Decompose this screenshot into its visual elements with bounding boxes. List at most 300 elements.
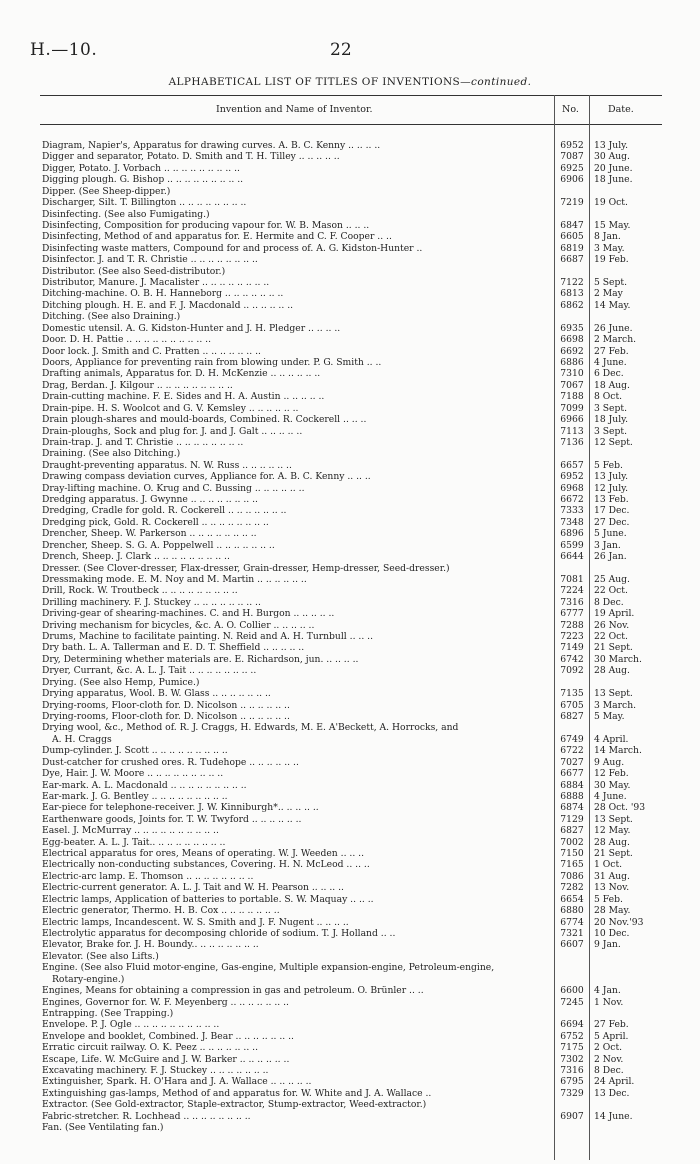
table-row bbox=[0, 585, 700, 596]
patent-number: 6749 bbox=[560, 733, 584, 745]
invention-entry: Drafting animals, Apparatus for. D. H. McKenzie .. .. .. .. .. .. bbox=[42, 368, 321, 380]
patent-number: 7150 bbox=[560, 848, 584, 860]
title-suffix: —continued. bbox=[460, 76, 532, 88]
patent-number: 6935 bbox=[560, 322, 584, 334]
invention-entry: Extinguisher, Spark. H. O'Hara and J. A. Wallace .. .. .. .. .. bbox=[42, 1076, 312, 1088]
patent-date: 2 May bbox=[594, 288, 623, 300]
patent-number: 7333 bbox=[560, 505, 584, 517]
patent-date: 5 May. bbox=[594, 711, 625, 722]
patent-number: 6896 bbox=[560, 528, 584, 540]
table-row bbox=[0, 391, 700, 402]
invention-entry: Electric-current generator. A. L. J. Tait and W. H. Pearson .. .. .. .. bbox=[42, 882, 344, 894]
table-row bbox=[0, 688, 700, 699]
table-row bbox=[0, 1099, 700, 1110]
invention-entry: Elevator, Brake for. J. H. Boundy.. .. .. .. .. .. .. .. bbox=[42, 939, 259, 951]
table-row bbox=[0, 163, 700, 174]
patent-date: 12 May. bbox=[594, 825, 631, 837]
table-row bbox=[0, 380, 700, 391]
invention-entry: Drain-cutting machine. F. E. Sides and H. A. Austin .. .. .. .. .. bbox=[42, 391, 325, 403]
patent-date: 30 March. bbox=[594, 653, 642, 665]
invention-entry: Engine. (See also Fluid motor-engine, Gas-engine, Multiple expansion-engine, Petroleum-engine, bbox=[42, 962, 495, 974]
patent-date: 2 March. bbox=[594, 334, 637, 346]
table-row bbox=[0, 734, 700, 745]
patent-number: 7165 bbox=[560, 859, 584, 871]
invention-entry: Distributor. (See also Seed-distributor.) bbox=[42, 265, 226, 277]
invention-entry: Drain plough-shares and mould-boards, Combined. R. Cockerell .. .. .. bbox=[42, 414, 367, 426]
patent-date: 4 June. bbox=[594, 356, 627, 368]
invention-entry: Dry, Determining whether materials are. E. Richardson, jun. .. .. .. .. bbox=[42, 653, 359, 665]
patent-date: 24 April. bbox=[594, 1076, 635, 1088]
patent-number: 7129 bbox=[560, 813, 584, 825]
patent-date: 14 March. bbox=[594, 745, 642, 757]
patent-date: 13 July. bbox=[594, 471, 629, 483]
patent-date: 22 Oct. bbox=[594, 631, 628, 643]
patent-date: 6 Dec. bbox=[594, 368, 624, 380]
patent-number: 6886 bbox=[560, 356, 584, 368]
table-row bbox=[0, 894, 700, 905]
invention-entry: Extinguishing gas-lamps, Method of and apparatus for. W. White and J. A. Wallace .. bbox=[42, 1087, 432, 1099]
patent-date: 27 Feb. bbox=[594, 1019, 629, 1031]
patent-number: 6906 bbox=[560, 174, 584, 186]
table-row bbox=[0, 505, 700, 516]
invention-entry: Elevator. (See also Lifts.) bbox=[42, 950, 159, 962]
patent-number: 7092 bbox=[560, 665, 584, 677]
patent-number: 6952 bbox=[560, 471, 584, 483]
patent-date: 26 June. bbox=[594, 322, 633, 334]
patent-number: 6599 bbox=[560, 539, 584, 551]
patent-date: 21 Sept. bbox=[594, 848, 633, 860]
invention-entry: Dredging pick, Gold. R. Cockerell .. .. .. .. .. .. .. .. bbox=[42, 516, 269, 528]
patent-date: 14 June. bbox=[594, 1110, 633, 1122]
table-row bbox=[0, 962, 700, 973]
table-row bbox=[0, 848, 700, 859]
invention-entry: Drilling machinery. F. J. Stuckey .. .. .. .. .. .. .. .. bbox=[42, 596, 261, 608]
patent-date: 4 Jan. bbox=[594, 985, 621, 997]
invention-entry: Earthenware goods, Joints for. T. W. Twyford .. .. .. .. .. .. bbox=[42, 813, 302, 825]
invention-entry: Escape, Life. W. McGuire and J. W. Barker .. .. .. .. .. .. bbox=[42, 1053, 290, 1065]
patent-date: 18 Aug. bbox=[594, 379, 630, 391]
invention-entry: Excavating machinery. F. J. Stuckey .. .. .. .. .. .. .. bbox=[42, 1065, 269, 1077]
invention-entry: Dump-cylinder. J. Scott .. .. .. .. .. .. .. .. .. bbox=[42, 745, 228, 757]
patent-date: 2 Nov. bbox=[594, 1053, 624, 1065]
patent-date: 13 Dec. bbox=[594, 1087, 630, 1099]
invention-entry: Disinfecting, Composition for producing vapour for. W. B. Mason .. .. .. bbox=[42, 219, 370, 231]
column-header-invention: Invention and Name of Inventor. bbox=[216, 104, 373, 115]
patent-date: 5 April. bbox=[594, 1030, 629, 1042]
table-row bbox=[0, 494, 700, 505]
patent-number: 7302 bbox=[560, 1053, 584, 1065]
table-row bbox=[0, 243, 700, 254]
table-row bbox=[0, 791, 700, 802]
table-row bbox=[0, 700, 700, 711]
invention-entry: Digger and separator, Potato. D. Smith and T. H. Tilley .. .. .. .. .. bbox=[42, 151, 340, 163]
table-row bbox=[0, 1008, 700, 1019]
patent-date: 25 Aug. bbox=[594, 573, 630, 585]
patent-date: 3 Jan. bbox=[594, 539, 621, 551]
invention-entry: Drill, Rock. W. Troutbeck .. .. .. .. .. .. .. .. .. bbox=[42, 585, 238, 597]
invention-entry: Ditching. (See also Draining.) bbox=[42, 311, 181, 323]
invention-entry: Envelope. P. J. Ogle .. .. .. .. .. .. .. .. .. .. bbox=[42, 1019, 220, 1031]
table-row bbox=[0, 300, 700, 311]
patent-date: 19 Oct. bbox=[594, 197, 628, 209]
patent-date: 31 Aug. bbox=[594, 870, 630, 882]
table-row bbox=[0, 151, 700, 162]
table-row bbox=[0, 1042, 700, 1053]
invention-entry: Drums, Machine to facilitate painting. N. Reid and A. H. Turnbull .. .. .. bbox=[42, 631, 374, 643]
patent-number: 6966 bbox=[560, 414, 584, 426]
table-row bbox=[0, 277, 700, 288]
patent-number: 7086 bbox=[560, 870, 584, 882]
patent-number: 7245 bbox=[560, 996, 584, 1008]
patent-date: 18 July. bbox=[594, 414, 629, 426]
invention-entry: Door lock. J. Smith and C. Pratten .. .. .. .. .. .. .. bbox=[42, 345, 261, 357]
patent-number: 6705 bbox=[560, 699, 584, 711]
patent-number: 6952 bbox=[560, 140, 584, 151]
patent-number: 6607 bbox=[560, 939, 584, 951]
table-row bbox=[0, 471, 700, 482]
table-row bbox=[0, 334, 700, 345]
invention-entry: Electrical apparatus for ores, Means of operating. W. J. Weeden .. .. .. bbox=[42, 848, 365, 860]
table-row bbox=[0, 311, 700, 322]
patent-date: 12 Sept. bbox=[594, 436, 633, 448]
patent-number: 6694 bbox=[560, 1019, 584, 1031]
invention-entry: Drench, Sheep. J. Clark .. .. .. .. .. .. .. .. .. bbox=[42, 551, 230, 563]
invention-entry: Rotary-engine.) bbox=[52, 973, 125, 985]
invention-entry: Fan. (See Ventilating fan.) bbox=[42, 1122, 164, 1134]
patent-date: 20 June. bbox=[594, 162, 633, 174]
table-row bbox=[0, 1054, 700, 1065]
patent-number: 7099 bbox=[560, 402, 584, 414]
patent-date: 28 Aug. bbox=[594, 665, 630, 677]
invention-entry: A. H. Craggs bbox=[52, 733, 112, 745]
patent-date: 3 March. bbox=[594, 699, 637, 711]
patent-date: 18 June. bbox=[594, 174, 633, 186]
table-row bbox=[0, 711, 700, 722]
patent-number: 6777 bbox=[560, 608, 584, 620]
patent-number: 7188 bbox=[560, 391, 584, 403]
patent-date: 9 Jan. bbox=[594, 939, 621, 951]
patent-date: 12 July. bbox=[594, 482, 629, 494]
invention-entry: Dust-catcher for crushed ores. R. Tudehope .. .. .. .. .. .. bbox=[42, 756, 299, 768]
table-row bbox=[0, 414, 700, 425]
patent-number: 6654 bbox=[560, 893, 584, 905]
invention-entry: Engines, Means for obtaining a compression in gas and petroleum. O. Brünler .. .. bbox=[42, 985, 424, 997]
invention-entry: Ear-mark. A. L. Macdonald .. .. .. .. .. .. .. .. .. bbox=[42, 779, 247, 791]
invention-entry: Drying wool, &c., Method of. R. J. Craggs, H. Edwards, M. E. A'Beckett, A. Horrocks, and bbox=[42, 722, 459, 734]
invention-entry: Electrically non-conducting substances, Covering. H. N. McLeod .. .. .. bbox=[42, 859, 370, 871]
invention-entry: Electric lamps, Application of batteries to portable. S. W. Maquay .. .. .. bbox=[42, 893, 374, 905]
patent-number: 6862 bbox=[560, 299, 584, 311]
patent-date: 8 Jan. bbox=[594, 231, 621, 243]
patent-date: 22 Oct. bbox=[594, 585, 628, 597]
patent-date: 20 Nov.'93 bbox=[594, 916, 644, 928]
table-row bbox=[0, 426, 700, 437]
table-top-rule bbox=[40, 95, 662, 96]
table-row bbox=[0, 608, 700, 619]
invention-entry: Domestic utensil. A. G. Kidston-Hunter and J. H. Pledger .. .. .. .. bbox=[42, 322, 341, 334]
invention-entry: Draining. (See also Ditching.) bbox=[42, 448, 181, 460]
invention-entry: Disinfecting waste matters, Compound for and process of. A. G. Kidston-Hunter .. bbox=[42, 242, 423, 254]
table-row bbox=[0, 905, 700, 916]
invention-entry: Discharger, Silt. T. Billington .. .. .. .. .. .. .. .. bbox=[42, 197, 247, 209]
table-row bbox=[0, 437, 700, 448]
table-row bbox=[0, 220, 700, 231]
table-row bbox=[0, 209, 700, 220]
table-row bbox=[0, 1065, 700, 1076]
table-row bbox=[0, 951, 700, 962]
invention-entry: Ear-mark. J. G. Bentley .. .. .. .. .. .. .. .. .. bbox=[42, 790, 228, 802]
patent-date: 15 May. bbox=[594, 219, 631, 231]
patent-date: 5 Feb. bbox=[594, 893, 623, 905]
patent-number: 6888 bbox=[560, 790, 584, 802]
table-row bbox=[0, 997, 700, 1008]
invention-entry: Dry bath. L. A. Tallerman and E. D. T. Sheffield .. .. .. .. .. bbox=[42, 642, 305, 654]
patent-date: 8 Dec. bbox=[594, 596, 624, 608]
table-row bbox=[0, 882, 700, 893]
table-row bbox=[0, 346, 700, 357]
patent-date: 5 Feb. bbox=[594, 459, 623, 471]
table-row bbox=[0, 563, 700, 574]
table-row bbox=[0, 540, 700, 551]
table-row bbox=[0, 802, 700, 813]
table-row bbox=[0, 254, 700, 265]
invention-entry: Drain-trap. J. and T. Christie .. .. .. .. .. .. .. .. bbox=[42, 436, 244, 448]
page-title bbox=[0, 76, 700, 88]
patent-number: 6752 bbox=[560, 1030, 584, 1042]
table-row bbox=[0, 665, 700, 676]
table-row bbox=[0, 631, 700, 642]
patent-date: 10 Dec. bbox=[594, 927, 630, 939]
invention-entry: Distributor, Manure. J. Macalister .. .. .. .. .. .. .. .. bbox=[42, 277, 270, 289]
invention-entry: Dray-lifting machine. O. Krug and C. Bussing .. .. .. .. .. .. bbox=[42, 482, 305, 494]
table-row bbox=[0, 528, 700, 539]
invention-entry: Ditching-machine. O. B. H. Hanneborg .. .. .. .. .. .. .. bbox=[42, 288, 284, 300]
patent-number: 7113 bbox=[560, 425, 584, 437]
patent-date: 8 Dec. bbox=[594, 1065, 624, 1077]
patent-date: 19 Feb. bbox=[594, 254, 629, 266]
table-row bbox=[0, 597, 700, 608]
patent-date: 1 Nov. bbox=[594, 996, 624, 1008]
table-row bbox=[0, 780, 700, 791]
table-row bbox=[0, 140, 700, 151]
invention-entry: Drain-pipe. H. S. Woolcot and G. V. Kemsley .. .. .. .. .. .. bbox=[42, 402, 299, 414]
column-header-date: Date. bbox=[608, 104, 634, 115]
invention-entry: Dresser. (See Clover-dresser, Flax-dresser, Grain-dresser, Hemp-dresser, Seed-dresser.) bbox=[42, 562, 450, 574]
patent-number: 7223 bbox=[560, 631, 584, 643]
invention-entry: Electric generator, Thermo. H. B. Cox .. .. .. .. .. .. .. bbox=[42, 905, 280, 917]
patent-date: 13 Sept. bbox=[594, 813, 633, 825]
patent-date: 30 Aug. bbox=[594, 151, 630, 163]
table-row bbox=[0, 825, 700, 836]
patent-number: 7219 bbox=[560, 197, 584, 209]
page-code: H.—10. bbox=[30, 40, 98, 60]
invention-entry: Diagram, Napier's, Apparatus for drawing curves. A. B. C. Kenny .. .. .. .. bbox=[42, 140, 381, 151]
patent-date: 13 July. bbox=[594, 140, 629, 151]
table-row bbox=[0, 871, 700, 882]
patent-date: 2 Oct. bbox=[594, 1042, 623, 1054]
patent-number: 6687 bbox=[560, 254, 584, 266]
table-row bbox=[0, 985, 700, 996]
patent-date: 21 Sept. bbox=[594, 642, 633, 654]
patent-number: 7329 bbox=[560, 1087, 584, 1099]
invention-entry: Door. D. H. Pattie .. .. .. .. .. .. .. .. .. .. bbox=[42, 334, 212, 346]
invention-entry: Electric lamps, Incandescent. W. S. Smith and J. F. Nugent .. .. .. .. bbox=[42, 916, 349, 928]
table-row bbox=[0, 814, 700, 825]
invention-entry: Ear-piece for telephone-receiver. J. W. Kinniburgh*.. .. .. .. .. bbox=[42, 802, 319, 814]
patent-number: 6600 bbox=[560, 985, 584, 997]
patent-date: 5 Sept. bbox=[594, 277, 627, 289]
patent-number: 7310 bbox=[560, 368, 584, 380]
patent-number: 6672 bbox=[560, 494, 584, 506]
invention-entry: Dye, Hair. J. W. Moore .. .. .. .. .. .. .. .. .. bbox=[42, 768, 224, 780]
table-row bbox=[0, 642, 700, 653]
invention-entry: Drain-ploughs, Sock and plug for. J. and J. Galt .. .. .. .. .. bbox=[42, 425, 303, 437]
patent-number: 7149 bbox=[560, 642, 584, 654]
invention-entry: Drying apparatus, Wool. B. W. Glass .. .. .. .. .. .. .. bbox=[42, 688, 271, 700]
patent-number: 6813 bbox=[560, 288, 584, 300]
invention-entry: Drying-rooms, Floor-cloth for. D. Nicolson .. .. .. .. .. .. bbox=[42, 711, 290, 722]
invention-entry: Digging plough. G. Bishop .. .. .. .. .. .. .. .. .. bbox=[42, 174, 244, 186]
patent-date: 26 Nov. bbox=[594, 619, 630, 631]
patent-number: 7027 bbox=[560, 756, 584, 768]
patent-number: 7175 bbox=[560, 1042, 584, 1054]
patent-number: 7282 bbox=[560, 882, 584, 894]
patent-number: 6925 bbox=[560, 162, 584, 174]
patent-number: 6698 bbox=[560, 334, 584, 346]
table-header-rule bbox=[40, 124, 662, 125]
table-row bbox=[0, 460, 700, 471]
invention-entry: Erratic circuit railway. O. K. Peez .. .. .. .. .. .. .. bbox=[42, 1042, 259, 1054]
patent-number: 7067 bbox=[560, 379, 584, 391]
table-row bbox=[0, 483, 700, 494]
invention-entry: Disinfector. J. and T. R. Christie .. .. .. .. .. .. .. .. bbox=[42, 254, 258, 266]
patent-date: 5 June. bbox=[594, 528, 627, 540]
invention-entry: Driving mechanism for bicycles, &c. A. O. Collier .. .. .. .. .. bbox=[42, 619, 315, 631]
table-row bbox=[0, 1031, 700, 1042]
invention-entry: Dipper. (See Sheep-dipper.) bbox=[42, 185, 171, 197]
patent-date: 4 April. bbox=[594, 733, 629, 745]
patent-number: 6884 bbox=[560, 779, 584, 791]
patent-number: 6968 bbox=[560, 482, 584, 494]
table-row bbox=[0, 174, 700, 185]
patent-number: 6795 bbox=[560, 1076, 584, 1088]
invention-entry: Egg-beater. A. L. J. Tait.. .. .. .. .. .. .. .. .. bbox=[42, 836, 226, 848]
table-row bbox=[0, 757, 700, 768]
invention-entry: Electric-arc lamp. E. Thomson .. .. .. .. .. .. .. .. bbox=[42, 870, 254, 882]
table-row bbox=[0, 1088, 700, 1099]
invention-entry: Dryer, Currant, &c. A. L. J. Tait .. .. .. .. .. .. .. .. bbox=[42, 665, 257, 677]
invention-entry: Drying-rooms, Floor-cloth for. D. Nicolson .. .. .. .. .. .. bbox=[42, 699, 290, 711]
table-row bbox=[0, 928, 700, 939]
patent-date: 13 Nov. bbox=[594, 882, 630, 894]
patent-number: 7122 bbox=[560, 277, 584, 289]
invention-entry: Easel. J. McMurray .. .. .. .. .. .. .. .. .. .. bbox=[42, 825, 219, 837]
patent-number: 6742 bbox=[560, 653, 584, 665]
invention-entry: Dressmaking mode. E. M. Noy and M. Martin .. .. .. .. .. .. bbox=[42, 573, 307, 585]
patent-date: 17 Dec. bbox=[594, 505, 630, 517]
table-row bbox=[0, 357, 700, 368]
invention-entry: Driving-gear of shearing-machines. C. and H. Burgon .. .. .. .. .. bbox=[42, 608, 335, 620]
patent-number: 6605 bbox=[560, 231, 584, 243]
invention-entry: Digger, Potato. J. Vorbach .. .. .. .. .. .. .. .. .. bbox=[42, 162, 240, 174]
table-row bbox=[0, 1019, 700, 1030]
patent-date: 9 Aug. bbox=[594, 756, 625, 768]
table-row bbox=[0, 551, 700, 562]
table-row bbox=[0, 574, 700, 585]
invention-entry: Disinfecting, Method of and apparatus for. E. Hermite and C. F. Cooper .. .. bbox=[42, 231, 392, 243]
invention-entry: Drencher, Sheep. W. Parkerson .. .. .. .. .. .. .. .. bbox=[42, 528, 257, 540]
patent-date: 13 Feb. bbox=[594, 494, 629, 506]
page-number: 22 bbox=[330, 40, 352, 60]
patent-number: 6880 bbox=[560, 905, 584, 917]
table-row bbox=[0, 448, 700, 459]
invention-entry: Disinfecting. (See also Fumigating.) bbox=[42, 208, 210, 220]
invention-entry: Dredging, Cradle for gold. R. Cockerell .. .. .. .. .. .. .. bbox=[42, 505, 287, 517]
invention-entry: Draught-preventing apparatus. N. W. Russ .. .. .. .. .. .. bbox=[42, 459, 292, 471]
patent-date: 28 Aug. bbox=[594, 836, 630, 848]
patent-number: 7316 bbox=[560, 1065, 584, 1077]
table-row bbox=[0, 620, 700, 631]
table-row bbox=[0, 368, 700, 379]
patent-date: 28 Oct. '93 bbox=[594, 802, 646, 814]
table-row bbox=[0, 745, 700, 756]
patent-date: 1 Oct. bbox=[594, 859, 623, 871]
table-row bbox=[0, 768, 700, 779]
invention-entry: Envelope and booklet, Combined. J. Bear .. .. .. .. .. .. .. bbox=[42, 1030, 294, 1042]
patent-number: 6907 bbox=[560, 1110, 584, 1122]
patent-date: 4 June. bbox=[594, 790, 627, 802]
patent-number: 7288 bbox=[560, 619, 584, 631]
invention-entry: Drencher, Sheep. S. G. A. Poppelwell .. .. .. .. .. .. .. bbox=[42, 539, 275, 551]
patent-number: 7002 bbox=[560, 836, 584, 848]
patent-number: 6827 bbox=[560, 825, 584, 837]
table-row bbox=[0, 1076, 700, 1087]
patent-date: 19 April. bbox=[594, 608, 635, 620]
patent-date: 12 Feb. bbox=[594, 768, 629, 780]
patent-date: 27 Feb. bbox=[594, 345, 629, 357]
patent-number: 6774 bbox=[560, 916, 584, 928]
invention-entry: Engines, Governor for. W. F. Meyenberg .. .. .. .. .. .. .. bbox=[42, 996, 289, 1008]
invention-entry: Drying. (See also Hemp, Pumice.) bbox=[42, 676, 200, 688]
patent-number: 6874 bbox=[560, 802, 584, 814]
patent-number: 7348 bbox=[560, 516, 584, 528]
patent-number: 7135 bbox=[560, 688, 584, 700]
table-row bbox=[0, 197, 700, 208]
patent-date: 3 Sept. bbox=[594, 425, 627, 437]
table-row bbox=[0, 266, 700, 277]
invention-entry: Fabric-stretcher. R. Lochhead .. .. .. .. .. .. .. .. bbox=[42, 1110, 251, 1122]
patent-date: 13 Sept. bbox=[594, 688, 633, 700]
table-row bbox=[0, 231, 700, 242]
table-row bbox=[0, 654, 700, 665]
patent-date: 3 May. bbox=[594, 242, 625, 254]
table-row bbox=[0, 288, 700, 299]
table-row bbox=[0, 837, 700, 848]
patent-number: 6819 bbox=[560, 242, 584, 254]
patent-number: 6692 bbox=[560, 345, 584, 357]
patent-number: 6827 bbox=[560, 711, 584, 722]
table-row bbox=[0, 917, 700, 928]
patent-number: 6657 bbox=[560, 459, 584, 471]
table-row bbox=[0, 974, 700, 985]
patent-date: 3 Sept. bbox=[594, 402, 627, 414]
patent-number: 7316 bbox=[560, 596, 584, 608]
patent-number: 7136 bbox=[560, 436, 584, 448]
patent-date: 28 May. bbox=[594, 905, 631, 917]
invention-entry: Doors, Appliance for preventing rain from blowing under. P. G. Smith .. .. bbox=[42, 356, 382, 368]
table-row bbox=[0, 186, 700, 197]
table-row bbox=[0, 1111, 700, 1122]
